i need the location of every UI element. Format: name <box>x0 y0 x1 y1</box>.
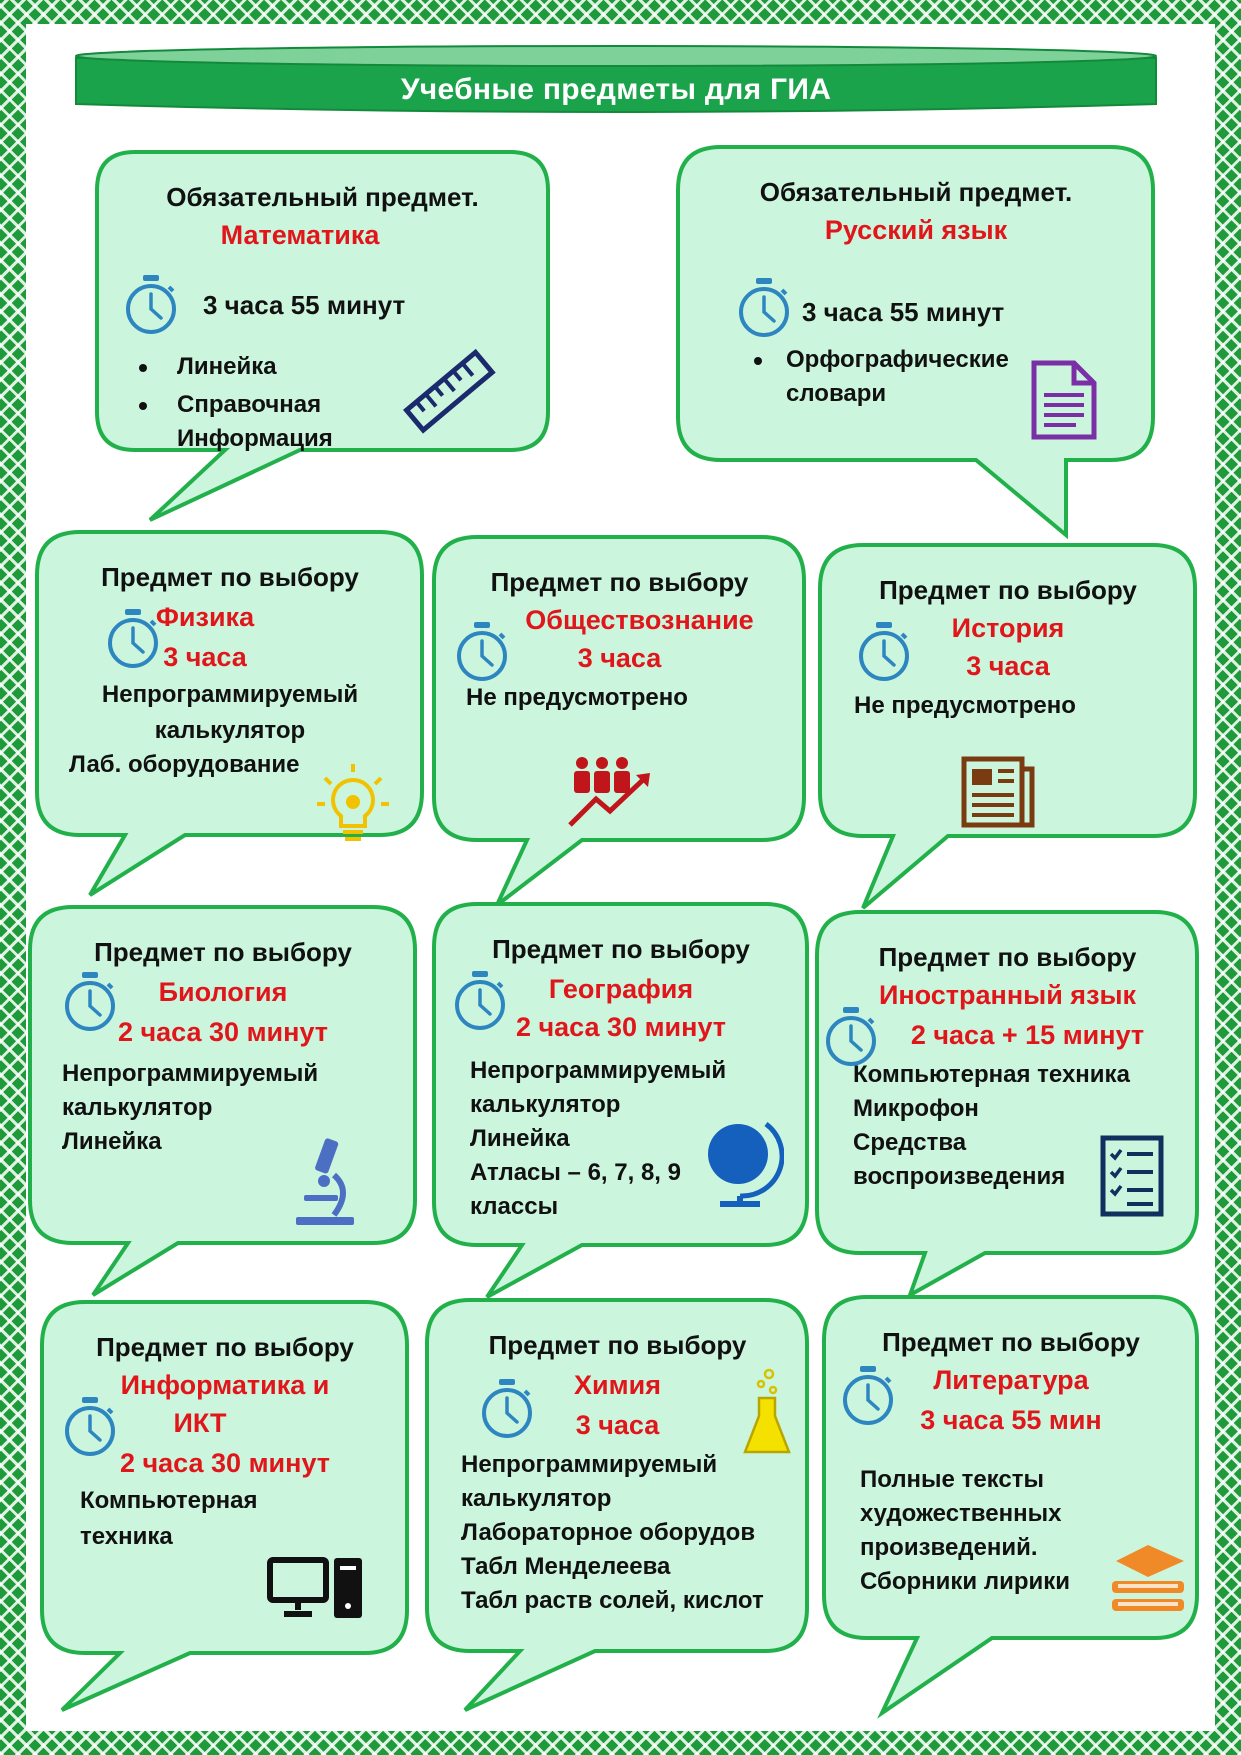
duration: 2 часа 30 минут <box>117 1017 329 1047</box>
list-item: Компьютерная <box>80 1487 258 1514</box>
list-item: Линейка <box>177 353 277 380</box>
card-header: Предмет по выбору <box>492 934 750 964</box>
list-item: Непрограммируемый <box>62 1060 319 1087</box>
list-item: художественных <box>860 1500 1062 1527</box>
flask-icon <box>741 1368 793 1456</box>
subject-name: Литература <box>933 1365 1089 1395</box>
duration: 2 часа 30 минут <box>119 1448 331 1478</box>
subject-name: Химия <box>574 1370 661 1400</box>
duration: 3 часа 55 минут <box>802 297 1005 327</box>
stopwatch-icon <box>62 1396 118 1458</box>
duration: 3 часа 55 мин <box>920 1405 1102 1435</box>
list-item: Непрограммируемый <box>470 1057 727 1084</box>
list-item: Орфографические <box>786 346 1009 373</box>
list-item: Микрофон <box>853 1095 979 1122</box>
list-item: Полные тексты <box>860 1466 1044 1493</box>
list-item: классы <box>470 1193 559 1220</box>
subject-name: География <box>548 974 694 1004</box>
list-item: произведений. <box>860 1534 1038 1561</box>
card-social <box>432 535 807 905</box>
card-header: Предмет по выбору <box>488 1330 747 1360</box>
stopwatch-icon <box>62 971 118 1033</box>
subject-name: Обществознание <box>525 605 754 635</box>
computer-icon <box>266 1556 366 1620</box>
list-item: калькулятор <box>461 1485 612 1512</box>
lightbulb-icon <box>313 760 393 850</box>
subject-name: История <box>951 613 1065 643</box>
subject-name: Биология <box>158 977 288 1007</box>
list-item: Лаб. оборудование <box>69 751 300 778</box>
card-chemistry <box>425 1298 810 1710</box>
bullet <box>754 357 762 365</box>
stopwatch-icon <box>823 1006 879 1068</box>
duration: 3 часа <box>577 643 662 673</box>
checklist-icon <box>1099 1134 1165 1218</box>
card-header: Предмет по выбору <box>879 575 1137 605</box>
stopwatch-icon <box>840 1365 896 1427</box>
list-item: Не предусмотрено <box>466 684 688 711</box>
list-item: калькулятор <box>62 1094 213 1121</box>
subject-name: Математика <box>220 220 380 250</box>
list-item: воспроизведения <box>853 1163 1066 1190</box>
subject-name: Иностранный язык <box>878 980 1137 1010</box>
card-header: Предмет по выбору <box>96 1332 354 1362</box>
stopwatch-icon <box>105 608 161 670</box>
card-header: Обязательный предмет. <box>759 177 1073 207</box>
list-item: Информация <box>177 425 333 452</box>
list-item: Табл раств солей, кислот <box>461 1587 764 1614</box>
list-item: Линейка <box>470 1125 570 1152</box>
list-item: Не предусмотрено <box>854 692 1076 719</box>
duration: 3 часа <box>575 1410 660 1440</box>
list-item: Непрограммируемый <box>101 681 359 708</box>
list-item: Атласы – 6, 7, 8, 9 <box>470 1159 681 1186</box>
bullet <box>139 364 147 372</box>
card-header: Предмет по выбору <box>101 562 359 592</box>
card-header: Предмет по выбору <box>490 567 749 597</box>
card-physics <box>35 530 425 895</box>
card-russian <box>676 145 1156 535</box>
card-history <box>818 543 1198 908</box>
card-math <box>95 150 550 520</box>
list-item: Табл Менделеева <box>461 1553 671 1580</box>
list-item: Компьютерная техника <box>853 1061 1130 1088</box>
duration: 2 часа + 15 минут <box>910 1020 1145 1050</box>
subject-name: Русский язык <box>824 215 1008 245</box>
duration: 3 часа 55 минут <box>203 290 406 320</box>
bullet <box>139 402 147 410</box>
globe-icon <box>700 1112 784 1208</box>
list-item: калькулятор <box>470 1091 621 1118</box>
list-item: Непрограммируемый <box>461 1451 718 1478</box>
stopwatch-icon <box>452 970 508 1032</box>
card-foreign <box>815 910 1200 1295</box>
list-item: Сборники лирики <box>860 1568 1071 1595</box>
subject-name-line1: Информатика и <box>120 1370 330 1400</box>
card-biology <box>28 905 418 1295</box>
list-item: Средства <box>853 1129 967 1156</box>
card-informatics <box>40 1300 410 1710</box>
ruler-icon <box>400 342 500 442</box>
list-item: Лабораторное оборудов <box>461 1519 756 1546</box>
list-item: словари <box>786 380 887 407</box>
card-literature <box>822 1295 1200 1713</box>
card-header: Предмет по выбору <box>882 1327 1140 1357</box>
microscope-icon <box>290 1135 360 1227</box>
stopwatch-icon <box>479 1378 535 1440</box>
books-icon <box>1108 1541 1188 1617</box>
document-icon <box>1030 359 1098 441</box>
duration: 3 часа <box>163 642 247 672</box>
list-item: калькулятор <box>154 717 306 744</box>
page-title: Учебные предметы для ГИА <box>400 73 832 106</box>
people-growth-icon <box>566 755 662 827</box>
subject-name-line2: ИКТ <box>173 1408 227 1438</box>
card-geography <box>432 902 810 1297</box>
duration: 3 часа <box>966 651 1050 681</box>
subject-name: Физика <box>155 602 255 632</box>
stopwatch-icon <box>736 277 792 339</box>
newspaper-icon <box>960 755 1036 829</box>
card-header: Предмет по выбору <box>94 937 352 967</box>
card-header: Обязательный предмет. <box>166 182 479 212</box>
stopwatch-icon <box>856 621 912 683</box>
list-item: техника <box>80 1523 173 1550</box>
list-item: Справочная <box>177 391 322 418</box>
list-item: Линейка <box>62 1128 162 1155</box>
duration: 2 часа 30 минут <box>515 1012 727 1042</box>
stopwatch-icon <box>123 274 179 336</box>
card-header: Предмет по выбору <box>878 942 1137 972</box>
stopwatch-icon <box>454 621 510 683</box>
